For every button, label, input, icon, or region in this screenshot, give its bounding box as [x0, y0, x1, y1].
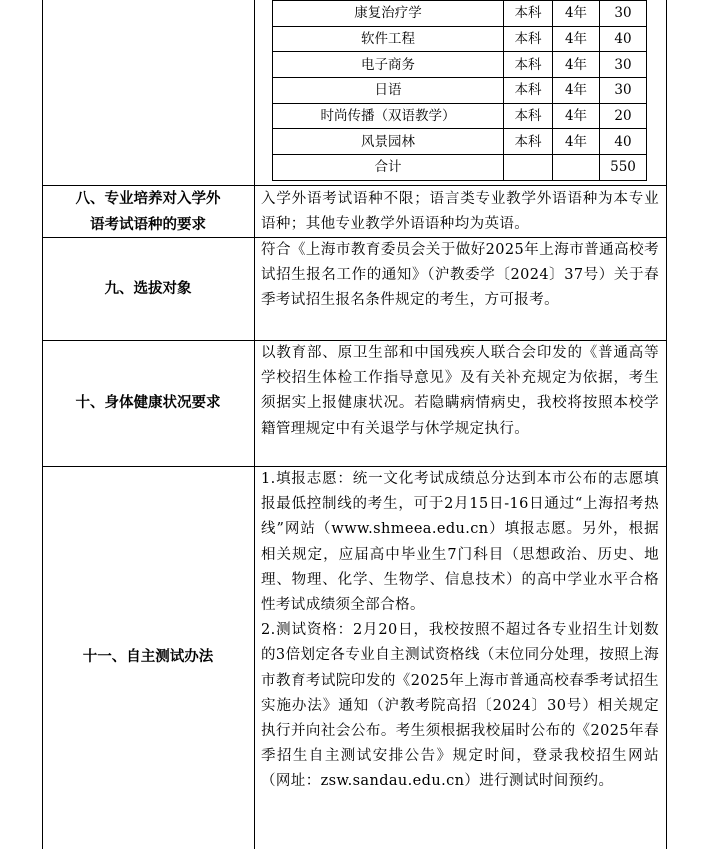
major-name: 日语 [273, 78, 504, 104]
major-years: 4年 [553, 52, 600, 78]
section-label: 九、选拔对象 [104, 280, 192, 297]
major-degree: 本科 [504, 129, 553, 155]
section-label: 十、身体健康状况要求 [75, 394, 221, 411]
major-years: 4年 [553, 26, 600, 52]
column-divider [254, 237, 255, 340]
major-years: 4年 [553, 129, 600, 155]
table-row [273, 78, 647, 104]
major-name: 软件工程 [273, 26, 504, 52]
majors-table [272, 0, 647, 181]
section-label: 十一、自主测试办法 [82, 648, 214, 665]
major-quota: 40 [600, 26, 647, 52]
major-years: 4年 [553, 103, 600, 129]
table-row [273, 129, 647, 155]
major-quota: 30 [600, 78, 647, 104]
major-quota: 30 [600, 1, 647, 27]
major-name: 康复治疗学 [273, 1, 504, 27]
major-years: 4年 [553, 1, 600, 27]
section-body: 符合《上海市教育委员会关于做好2025年上海市普通高校考试招生报名工作的通知》（沪教委学〔2024〕37号）关于春季考试招生报名条件规定的考生，方可报考。 [261, 242, 659, 309]
column-divider [254, 185, 255, 237]
table-row [273, 52, 647, 78]
table-row [273, 1, 647, 27]
major-degree: 本科 [504, 103, 553, 129]
major-name: 电子商务 [273, 52, 504, 78]
total-label: 合计 [273, 155, 504, 181]
major-quota: 40 [600, 129, 647, 155]
total-value: 550 [600, 155, 647, 181]
major-years: 4年 [553, 78, 600, 104]
major-degree: 本科 [504, 1, 553, 27]
table-row [273, 26, 647, 52]
column-divider [254, 0, 255, 185]
major-degree: 本科 [504, 52, 553, 78]
table-row [273, 103, 647, 129]
major-name: 风景园林 [273, 129, 504, 155]
section-body: 以教育部、原卫生部和中国残疾人联合会印发的《普通高等学校招生体检工作指导意见》及有关补充规定为依据，考生须据实上报健康状况。若隐瞒病情病史，我校将按照本校学籍管理规定中有关退学与休学规定执行。 [261, 345, 659, 437]
major-name: 时尚传播（双语教学） [273, 103, 504, 129]
major-quota: 30 [600, 52, 647, 78]
table-total-row [273, 155, 647, 181]
column-divider [254, 340, 255, 466]
section-label: 八、专业培养对入学外 语考试语种的要求 [75, 190, 221, 233]
major-degree: 本科 [504, 78, 553, 104]
column-divider [254, 466, 255, 849]
section-body: 入学外语考试语种不限；语言类专业教学外语语种为本专业语种；其他专业教学外语语种均为英语。 [261, 191, 659, 233]
major-degree: 本科 [504, 26, 553, 52]
section-body: 1.填报志愿：统一文化考试成绩总分达到本市公布的志愿填报最低控制线的考生，可于2月15日-16日通过“上海招考热线”网站（www.shmeea.edu.cn）填报志愿。另外，根据相关规定，应届高中毕业生7门科目（思想政治、历史、地理、物理、化学、生物学、信息技术）的高中学业水平合格性考试成绩须全部合格。 2.测试资格：2月20日，我校按照不超过各专业招生计划数的3倍划定各专业自主测试资格线（末位同分处理，按照上海市教育考试院印发的《2025年上海市普通高校春季考试招生实施办法》通知（沪教考院高招〔2024〕30号）相关规定执行并向社会公布。考生须根据我校届时公布的《2025年春季招生自主测试安排公告》规定时间，登录我校招生网站（网址：zsw.sandau.edu.cn）进行测试时间预约。 [261, 471, 659, 790]
major-quota: 20 [600, 103, 647, 129]
